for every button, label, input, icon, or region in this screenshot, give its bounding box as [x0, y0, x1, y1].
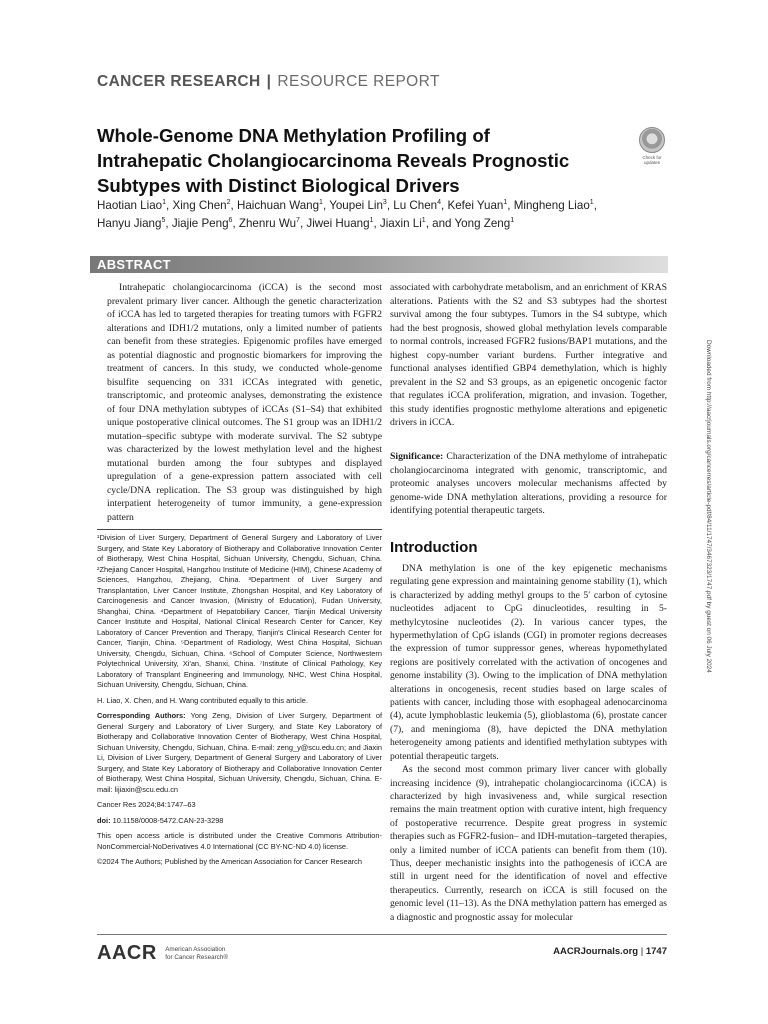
significance-label: Significance: — [390, 451, 444, 462]
author-name: Haotian Liao — [97, 199, 163, 212]
aacr-org-line2: for Cancer Research® — [165, 953, 228, 961]
author-affiliation-marker: 7 — [296, 217, 300, 225]
author-affiliation-marker: 4 — [437, 199, 442, 207]
journal-name: CANCER RESEARCH — [97, 73, 261, 90]
author-name: Hanyu Jiang — [97, 217, 162, 230]
author-affiliation-marker: 1 — [510, 217, 515, 225]
author-affiliation-marker: 6 — [228, 217, 233, 225]
aacr-logo-mark: AACR — [97, 942, 157, 964]
check-updates-icon — [639, 127, 665, 153]
download-watermark — [702, 340, 712, 720]
equal-contribution-note: H. Liao, X. Chen, and H. Wang contributed equally to this article. — [97, 695, 308, 705]
footer-separator: | — [640, 946, 644, 957]
corresponding-label: Corresponding Authors: — [97, 711, 186, 720]
aacr-org-line1: American Association — [165, 946, 226, 953]
page-number: 1747 — [645, 946, 667, 957]
check-updates-line2: updates — [643, 160, 660, 165]
footer-page-info — [553, 946, 667, 957]
author-name: Jiwei Huang — [306, 217, 370, 230]
author-name: Zhenru Wu — [238, 217, 297, 230]
author-name: Lu Chen — [393, 199, 438, 212]
author-name: Jiajie Peng — [171, 217, 229, 230]
abstract-text-part2: associated with carbohydrate metabolism, and an enrichment of KRAS alterations. Patients with the S2 and S3 subtypes had the shortest survival among the four subtypes. Tumors in the S4 subtype, which had the best prognosis, showed global methylation levels comparable to normal controls, increased FGFR2 fusions/BAP1 mutations, and the highest copy-number variant burdens. Further integrative and functional analyses identified GBP4 demethylation, which is highly prevalent in the S2 and S3 groups, as an epigenetic oncogenic factor that regulates iCCA proliferation, migration, and invasion. Together, this study identifies prognostic methylome alterations and epigenetic drivers in iCCA. — [390, 282, 667, 428]
copyright-note: ©2024 The Authors; Published by the American Association for Cancer Research — [97, 857, 362, 866]
author-name: Haichuan Wang — [236, 199, 320, 212]
author-affiliation-marker: 1 — [162, 199, 167, 207]
author-name: Jiaxin Li — [379, 217, 422, 230]
doi-link[interactable]: 10.1158/0008-5472.CAN-23-3298 — [112, 815, 224, 825]
author-name: Xing Chen — [172, 199, 227, 212]
author-name: Yong Zeng — [454, 217, 511, 230]
footnotes — [97, 533, 382, 869]
significance-text: Characterization of the DNA methylome of intrahepatic cholangiocarcinoma integrated with genomic, transcriptomic, and proteomic analyses uncovers molecular mechanisms affected by genome-wide DNA methylation alterations, providing a resource for identifying potential therapeutic targets. — [390, 451, 667, 516]
article-title: Whole-Genome DNA Methylation Profiling of Intrahepatic Cholangiocarcinoma Reveals Prognostic Subtypes with Distinct Biological Drivers — [97, 125, 570, 196]
abstract-right-column — [390, 281, 667, 430]
footnote-divider — [97, 529, 382, 530]
article-type: RESOURCE REPORT — [277, 73, 440, 90]
author-list: Haotian Liao$^1$, Xing Chen$^2$, Haichuan Wang$^1$, Youpei Lin$^3$, Lu Chen$^4$, Kefei Yuan$^1$, Mingheng Liao$^1$, Hanyu Jiang$^5$, Jiajie Peng$^6$, Zhenru Wu$^7$, Jiwei Huang$^1$, Jiaxin Li$^1$, and Yong Zeng$^1$ — [97, 199, 597, 230]
abstract-heading: ABSTRACT — [90, 256, 668, 273]
author-affiliation-marker: 1 — [589, 199, 594, 207]
abstract-text-part1: Intrahepatic cholangiocarcinoma (iCCA) is the second most prevalent primary liver cancer. Although the genetic characterization of iCCA has led to targeted therapies for treating tumors with FGFR2 alterations and IDH1/2 mutations, only a limited number of patients can benefit from these strategies. Epigenomic profiles have emerged as potential diagnostic and prognostic biomarkers for improving the treatment of cancers. In this study, we conducted whole-genome bisulfite sequencing on 331 iCCAs integrated with genetic, transcriptomic, and proteomic analyses, demonstrating the existence of four DNA methylation subtypes of iCCAs (S1–S4) that exhibited unique postoperative clinical outcomes. The S1 group was an IDH1/2 mutation–specific subtype with moderate survival. The S2 subtype was characterized by the lowest methylation level and the highest mutational burden among the four subtypes and displayed upregulation of a gene-expression pattern associated with cell cycle/DNA replication. The S3 group was distinguished by high interpatient heterogeneity of tumor immunity, a gene-expression pattern — [107, 282, 382, 523]
intro-paragraph: DNA methylation is one of the key epigenetic mechanisms regulating gene expression and maintaining genome stability (1), which is characterized by adding methyl groups to the 5′ carbon of cytosine nucleotides adjacent to CpG dinucleotides, resulting in 5-methylcytosine nucleotides (2). In various cancer types, the hypermethylation of CpG islands (CGI) in promoter regions decreases the expression of tumor suppressor genes, whereas hypomethylated regions are positively correlated with the activation of oncogenes and genome instability (3). Owing to the implication of DNA methylation alterations in oncogenesis, recent studies based on large scales of patients with cancer, including those with esophageal adenocarcinoma (4), acute lymphoblastic leukemia (5), glioblastoma (6), prostate cancer (7), and meningioma (8), have depicted the DNA methylation heterogeneity among patients and identified methylation subtypes with potential therapeutic targets. — [390, 563, 667, 762]
author-name: Mingheng Liao — [513, 199, 590, 212]
significance-statement — [390, 450, 667, 518]
author-affiliation-marker: 1 — [369, 217, 374, 225]
corresponding-authors-text: Yong Zeng, Division of Liver Surgery, Department of General Surgery and Laboratory of Liver Surgery, and State Key Laboratory of Biotherapy and Collaborative Innovation Center of Biotherapy, West China Hospital, Sichuan University, Chengdu, Sichuan, China. E-mail: zeng_y@scu.edu.cn; and Jiaxin Li, Division of Liver Surgery, Department of General Surgery and Laboratory of Liver Surgery, and State Key Laboratory of Biotherapy and Collaborative Innovation Center of Biotherapy, West China Hospital, Sichuan University, Chengdu, Sichuan, China. E-mail: lijiaxin@scu.edu.cn — [97, 711, 383, 794]
author-affiliation-marker: 3 — [382, 199, 387, 207]
introduction-heading: Introduction — [390, 539, 478, 556]
footer-divider — [97, 934, 667, 935]
affiliations: ¹Division of Liver Surgery, Department of General Surgery and Laboratory of Liver Surgery, and State Key Laboratory of Biotherapy and Collaborative Innovation Center of Biotherapy, West China Hospital, Sichuan University, Chengdu, Sichuan, China. ²Zhejiang Cancer Hospital, Hangzhou Institute of Medicine (HIM), Chinese Academy of Sciences, Hangzhou, Zhejiang, China. ³Department of Liver Surgery and Transplantation, Liver Cancer Institute, Zhongshan Hospital, and Key Laboratory of Carcinogenesis and Cancer Invasion, (Ministry of Education), Fudan University, Shanghai, China. ⁴Department of Hepatobiliary Cancer, Tianjin Medical University Cancer Institute and Hospital, National Clinical Research Center for Cancer, Key Laboratory of Cancer Prevention and Therapy, Tianjin's Clinical Research Center for Cancer, Tianjin, China. ⁵Department of Radiology, West China Hospital, Sichuan University, Chengdu, Sichuan, China. ⁶School of Computer Science, Northwestern Polytechnical University, Xi'an, Shanxi, China. ⁷Institute of Clinical Pathology, Key Laboratory of Transplant Engineering and Immunology, NHC, West China Hospital, Sichuan University, Chengdu, Sichuan, China. — [97, 533, 382, 689]
author-affiliation-marker: 2 — [226, 199, 231, 207]
download-watermark-text: Downloaded from http://aacrjournals.org/cancerres/article-pdf/84/11/1747/3467323/1747.pdf by guest on 06 July 2024 — [705, 340, 712, 673]
author-name: Kefei Yuan — [447, 199, 504, 212]
author-affiliation-marker: 5 — [161, 217, 166, 225]
license-note: This open access article is distributed under the Creative Commons Attribution-NonCommercial-NoDerivatives 4.0 International (CC BY-NC-ND 4.0) license. — [97, 831, 382, 851]
author-affiliation-marker: 1 — [503, 199, 508, 207]
citation: Cancer Res 2024;84:1747–63 — [97, 800, 196, 809]
aacr-logo — [97, 942, 228, 966]
author-affiliation-marker: 1 — [421, 217, 426, 225]
journal-site-link[interactable]: AACRJournals.org — [553, 946, 639, 957]
doi-label: doi: — [97, 815, 111, 825]
header-separator: | — [266, 73, 272, 90]
abstract-left-column — [107, 281, 382, 524]
journal-header — [97, 73, 440, 91]
check-for-updates-badge[interactable] — [637, 127, 667, 165]
author-affiliation-marker: 1 — [319, 199, 323, 207]
author-name: Youpei Lin — [329, 199, 383, 212]
intro-paragraph: As the second most common primary liver cancer with globally increasing incidence (9), intrahepatic cholangiocarcinoma (iCCA) is characterized by high invasiveness and, while surgical resection remains the main treatment option with curative intent, high frequency of postoperative recurrence. Despite great progress in systemic therapies such as FGFR2-fusion– and IDH-mutation–targeted therapies, only a limited number of iCCA patients can benefit from them (10). Thus, deeper mechanistic insights into the pathogenesis of iCCA are still in urgent need for the identification of novel and effective therapeutics. Currently, research on iCCA is still focused on the genomic level (11–13). As the DNA methylation pattern has emerged as a diagnostic and prognostic assay for molecular — [390, 764, 667, 923]
check-updates-line1: Check for — [642, 155, 662, 160]
introduction-body — [390, 562, 667, 924]
